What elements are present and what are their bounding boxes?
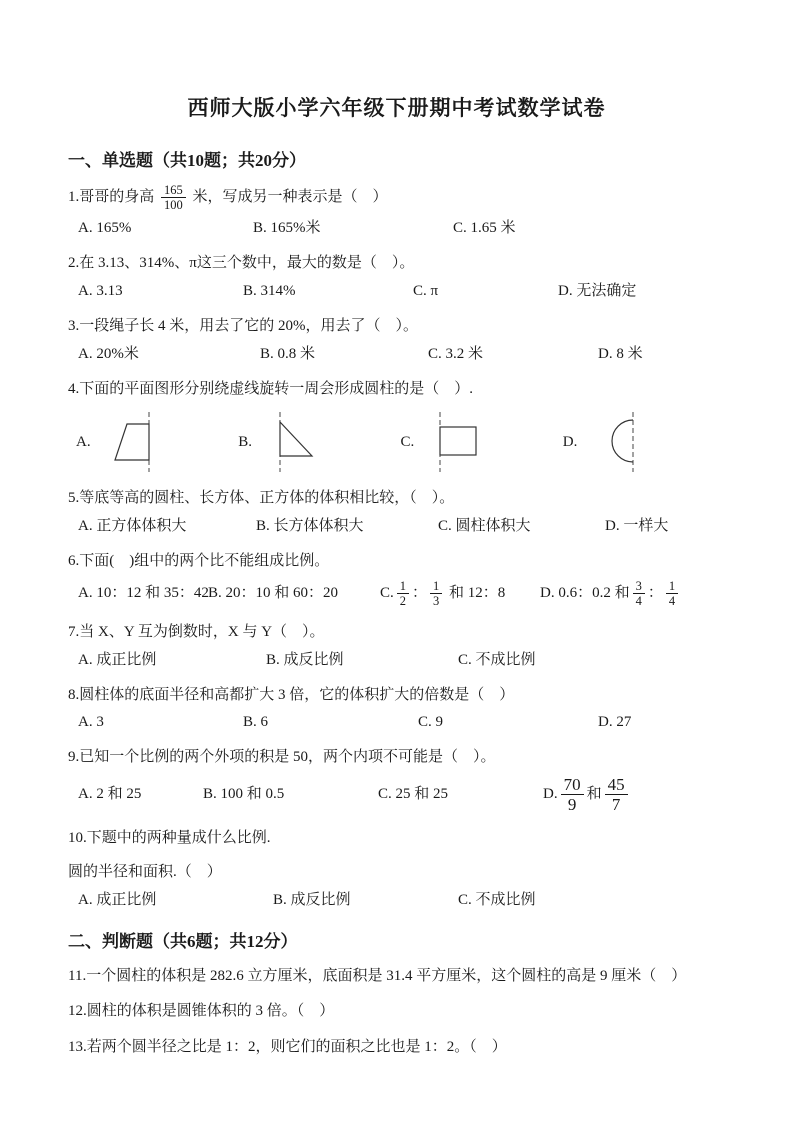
option-b: B. 314%: [243, 282, 296, 299]
figure-b: [238, 410, 400, 474]
figure-b-label: B.: [238, 433, 253, 450]
fraction-numerator: 165: [161, 183, 186, 198]
question-3: 3.一段绳子长 4 米，用去了它的 20%，用去了（ ）。: [68, 317, 418, 334]
question-7-options: [78, 650, 725, 671]
option-d-sep: 和: [586, 785, 602, 802]
fraction-1-3: $\frac{1}{3}$: [430, 579, 442, 608]
option-c: C. π: [413, 282, 439, 299]
option-a: A. 正方体体积大: [78, 518, 187, 534]
option-a: A. 2 和 25: [78, 786, 142, 803]
figure-a-label: A.: [76, 433, 91, 450]
option-a: A. 成正比例: [78, 651, 157, 668]
option-a: A. 3.13: [78, 282, 123, 299]
option-a: A. 20%米: [78, 345, 139, 362]
option-c: C. 圆柱体积大: [438, 518, 531, 534]
question-1-text: 1.哥哥的身高: [68, 188, 155, 205]
triangle-shape: [266, 410, 322, 474]
question-6-options: [78, 579, 725, 608]
fraction-1-2: $\frac{1}{2}$: [397, 579, 409, 608]
question-13: 13.若两个圆半径之比是 1：2，则它们的面积之比也是 1：2。（ ）: [68, 1039, 507, 1056]
option-b: B. 6: [243, 714, 269, 731]
fraction-denominator: 100: [164, 198, 183, 212]
question-12: 12.圆柱的体积是圆锥体积的 3 倍。（ ）: [68, 1003, 335, 1020]
figure-d-label: D.: [562, 433, 578, 450]
option-c-sep: ：: [412, 584, 428, 601]
option-b: B. 成反比例: [266, 651, 344, 668]
question-9-options: [78, 775, 725, 814]
fraction-165-100: [161, 183, 186, 212]
rectangle-shape: [428, 410, 484, 474]
option-c: C. 3.2 米: [428, 345, 484, 362]
question-1-options: [78, 218, 725, 239]
question-10-options: [78, 890, 725, 911]
option-a: A. 10：12 和 35：42: [78, 584, 209, 601]
question-7: 7.当 X、Y 互为倒数时，X 与 Y（ ）。: [68, 623, 325, 640]
option-a: A. 成正比例: [78, 891, 157, 908]
option-a: A. 3: [78, 714, 104, 731]
option-d-text: D.: [543, 785, 558, 802]
question-1: [68, 183, 725, 212]
option-c: C. 不成比例: [458, 891, 536, 908]
option-b: B. 165%米: [253, 220, 321, 236]
option-c: C. 1.65 米: [453, 220, 516, 236]
question-9: 9.已知一个比例的两个外项的积是 50，两个内项不可能是（ ）。: [68, 749, 496, 766]
option-d: D. 27: [598, 714, 632, 731]
option-b: B. 0.8 米: [260, 345, 316, 362]
figure-a: [76, 410, 238, 474]
option-c: C. 25 和 25: [378, 786, 449, 803]
fraction-3-4: $\frac{3}{4}$: [633, 579, 645, 608]
question-5-options: [78, 516, 725, 537]
question-6: 6.下面( )组中的两个比不能组成比例。: [68, 553, 330, 569]
option-d: [543, 775, 631, 814]
option-d-sep: ：: [647, 584, 663, 601]
option-d: D. 无法确定: [558, 282, 637, 299]
option-a: A. 165%: [78, 220, 132, 236]
question-1-text-cont: 米，写成另一种表示是（ ）: [192, 188, 388, 205]
option-c-text-cont: 和 12：8: [449, 584, 506, 601]
question-4-figures: [76, 410, 725, 474]
trapezoid-shape: [105, 410, 161, 474]
question-8-options: [78, 712, 725, 733]
option-c: C. 不成比例: [458, 651, 536, 668]
question-10: 10.下题中的两种量成什么比例.: [68, 830, 271, 847]
question-2: 2.在 3.13、314%、π这三个数中，最大的数是（ ）。: [68, 255, 415, 271]
option-d: D. 一样大: [605, 518, 669, 534]
page-title: 西师大版小学六年级下册期中考试数学试卷: [187, 96, 606, 120]
question-3-options: [78, 344, 725, 365]
question-4: 4.下面的平面图形分别绕虚线旋转一周会形成圆柱的是（ ）.: [68, 380, 474, 397]
question-2-options: [78, 281, 725, 302]
section-1-heading: 一、单选题（共10题；共20分）: [68, 151, 306, 170]
question-11: 11.一个圆柱的体积是 282.6 立方厘米，底面积是 31.4 平方厘米，这个圆柱的高是 9 厘米（ ）: [68, 967, 687, 984]
option-d: [540, 579, 681, 608]
fraction-1-4: $\frac{1}{4}$: [666, 579, 678, 608]
figure-c-label: C.: [400, 433, 415, 450]
option-b: B. 长方体体积大: [256, 518, 364, 534]
option-d-text: D. 0.6：0.2 和: [540, 584, 630, 601]
section-2-heading: 二、判断题（共6题；共12分）: [68, 931, 298, 951]
option-b: B. 成反比例: [273, 891, 351, 908]
option-d: D. 8 米: [598, 345, 643, 362]
option-c: C. 9: [418, 714, 444, 731]
question-10-line2: 圆的半径和面积.（ ）: [68, 863, 222, 880]
option-b: B. 20：10 和 60：20: [208, 584, 339, 601]
figure-d: [563, 410, 725, 474]
semicircle-shape: [591, 410, 647, 474]
question-8: 8.圆柱体的底面半径和高都扩大 3 倍，它的体积扩大的倍数是（ ）: [68, 686, 515, 703]
figure-c: [401, 410, 563, 474]
question-5: 5.等底等高的圆柱、长方体、正方体的体积相比较，（ ）。: [68, 490, 455, 507]
judgement-section: [68, 966, 725, 1059]
fraction-70-9: $\frac{70}{9}$: [561, 775, 584, 814]
option-c: [380, 579, 540, 608]
fraction-45-7: $\frac{45}{7}$: [605, 775, 628, 814]
option-b: B. 100 和 0.5: [203, 786, 285, 803]
option-c-text: C.: [380, 584, 394, 601]
